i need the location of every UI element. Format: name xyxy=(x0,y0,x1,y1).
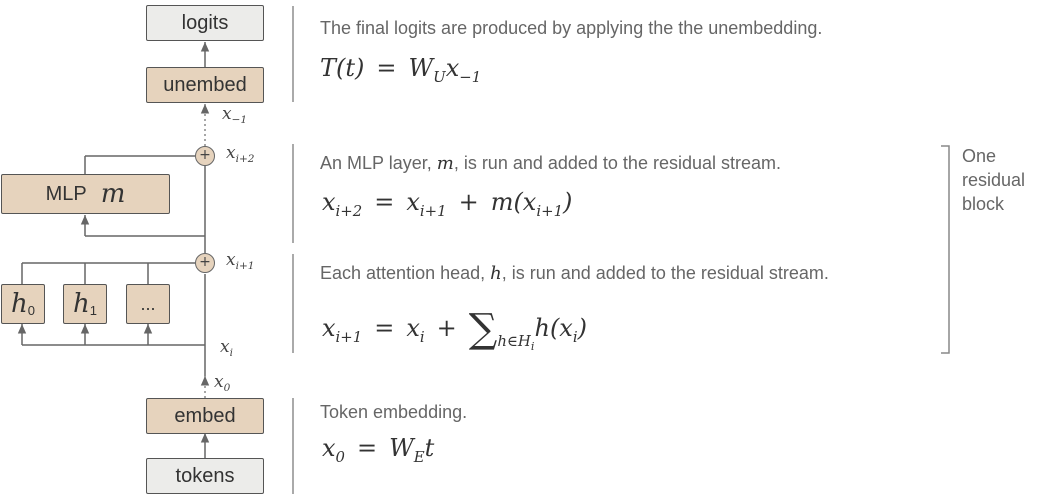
embed-label: embed xyxy=(174,404,236,427)
residual-block-label: One residual block xyxy=(962,146,1026,214)
mlp-symbol: m xyxy=(100,179,126,209)
head-h1-box xyxy=(63,284,107,324)
head-ellipsis-label: ... xyxy=(140,293,156,314)
head-h0-box xyxy=(1,284,45,324)
sum-symbol: ∑ xyxy=(468,306,498,352)
head-h1-base: h xyxy=(73,289,90,319)
divider-embed xyxy=(292,398,294,494)
mlp-label: MLP xyxy=(45,182,87,205)
logits-label: logits xyxy=(181,11,229,34)
residual-add-mlp: + xyxy=(195,146,215,166)
mlp-description: An MLP layer, m, is run and added to the residual stream. xyxy=(320,153,782,174)
label-x-i-plus2: $x_{i+2}$ xyxy=(226,143,255,165)
residual-add-attention: + xyxy=(195,253,215,273)
mlp-box xyxy=(1,174,170,214)
embed-description: Token embedding. xyxy=(320,402,468,422)
unembed-equation: $T(t) = W_Ux_{-1}$ xyxy=(320,54,482,86)
tokens-label: tokens xyxy=(175,464,235,487)
head-h0-sub: 0 xyxy=(27,302,35,318)
unembed-label: unembed xyxy=(163,73,247,96)
divider-unembed xyxy=(292,6,294,102)
head-ellipsis-box xyxy=(126,284,170,324)
label-x-minus1: $x_{-1}$ xyxy=(222,104,248,126)
label-x-i: $x_i$ xyxy=(220,337,233,359)
attention-description: Each attention head, h, is run and added to the residual stream. xyxy=(320,263,829,284)
residual-block-bracket xyxy=(941,146,949,353)
head-h1-sub: 1 xyxy=(89,302,97,318)
attention-equation: $x_{i+1} = x_i + \sum_{h\in H_i}h(x_i)$ xyxy=(322,306,587,353)
label-x-0: $x_0$ xyxy=(214,372,231,394)
logits-box xyxy=(146,5,264,41)
embed-equation: $x_0 = W_Et$ xyxy=(322,434,435,466)
divider-mlp xyxy=(292,144,294,243)
unembed-box xyxy=(146,67,264,103)
mlp-equation: $x_{i+2} = x_{i+1} + m(x_{i+1})$ xyxy=(322,188,573,220)
embed-box xyxy=(146,398,264,434)
head-h0-base: h xyxy=(11,289,28,319)
unembed-description: The final logits are produced by applying the the unembedding. xyxy=(320,18,823,38)
label-x-i-plus1: $x_{i+1}$ xyxy=(226,250,255,272)
tokens-box xyxy=(146,458,264,494)
divider-attention xyxy=(292,254,294,353)
